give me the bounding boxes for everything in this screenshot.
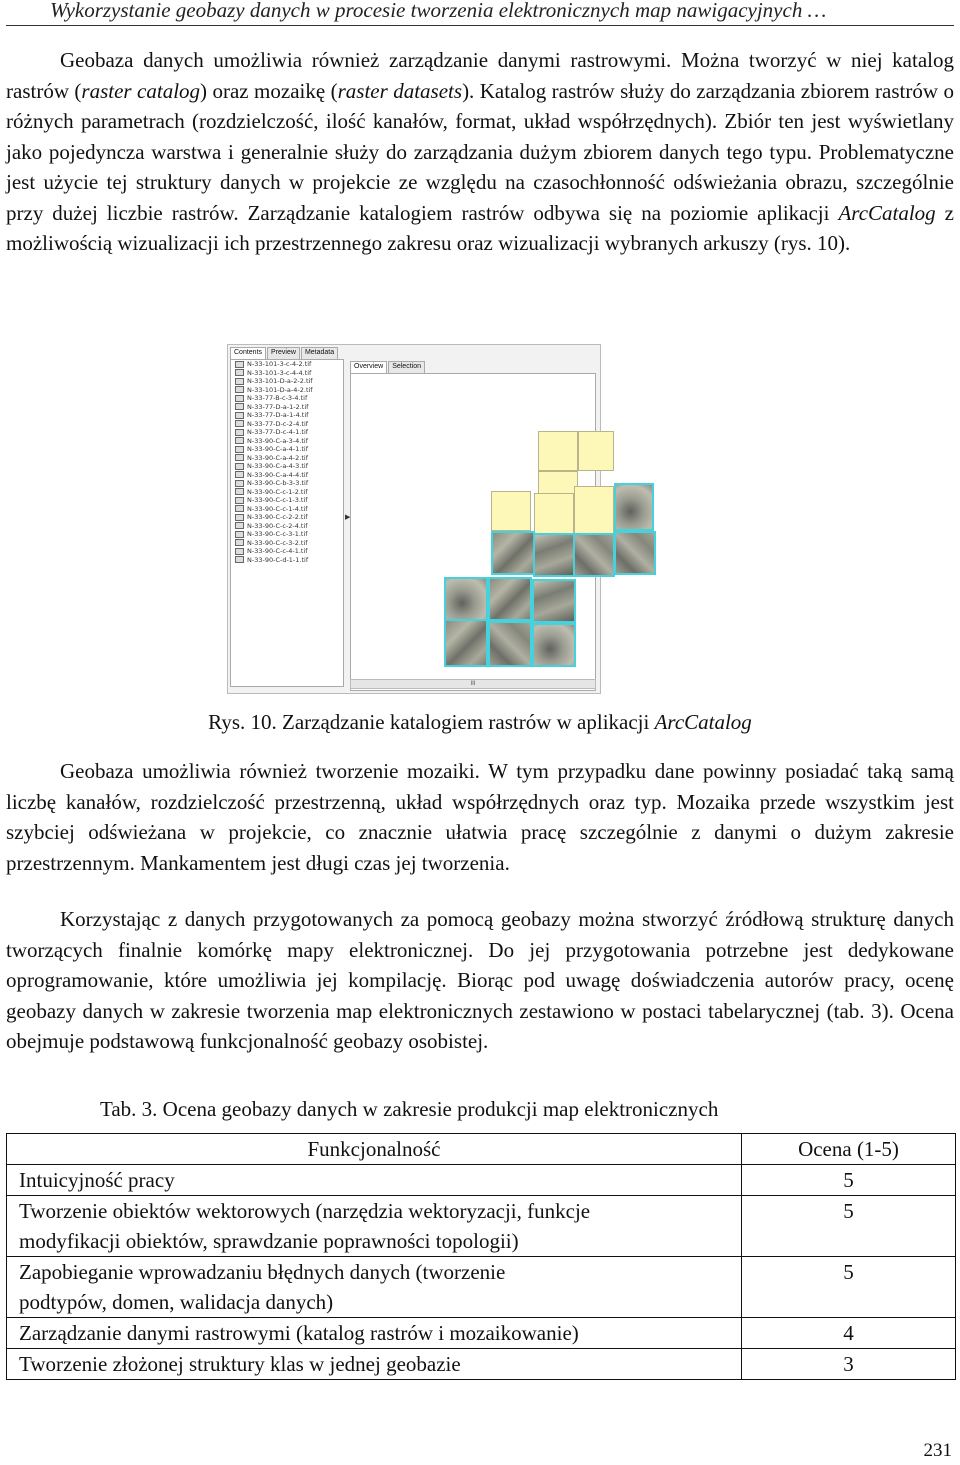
raster-file-item[interactable]: [231, 530, 343, 539]
raster-footprint: [538, 431, 578, 471]
raster-file-item[interactable]: [231, 505, 343, 514]
table-row: [7, 1257, 956, 1318]
row-function: Tworzenie złożonej struktury klas w jednej geobazie: [7, 1349, 742, 1380]
raster-file-icon: [235, 471, 244, 478]
raster-file-name: N-33-77-D-a-1-2.tif: [247, 402, 309, 411]
raster-file-item[interactable]: [231, 556, 343, 565]
raster-file-item[interactable]: [231, 445, 343, 454]
raster-file-icon: [235, 446, 244, 453]
tab-metadata[interactable]: Metadata: [301, 347, 338, 359]
header-rule: [6, 25, 954, 26]
raster-file-name: N-33-90-C-c-1-3.tif: [247, 496, 308, 504]
raster-file-name: N-33-101-D-a-4-2.tif: [247, 385, 313, 394]
raster-file-icon: [235, 480, 244, 487]
raster-file-item[interactable]: [231, 513, 343, 522]
row-score: 4: [742, 1318, 956, 1349]
raster-file-item[interactable]: [231, 403, 343, 412]
evaluation-table: [6, 1133, 956, 1380]
raster-file-item[interactable]: [231, 377, 343, 386]
raster-file-name: N-33-101-3-c-4-2.tif: [247, 360, 312, 368]
raster-file-name: N-33-77-D-c-4-1.tif: [247, 428, 309, 436]
raster-file-name: N-33-90-C-d-1-1.tif: [247, 555, 309, 564]
raster-file-name: N-33-101-D-a-2-2.tif: [247, 377, 313, 385]
raster-file-name: N-33-90-C-c-4-1.tif: [247, 547, 308, 555]
raster-file-icon: [235, 369, 244, 376]
raster-file-icon: [235, 505, 244, 512]
page-number: 231: [923, 1440, 952, 1461]
raster-file-item[interactable]: [231, 369, 343, 378]
paragraph-evaluation: Korzystając z danych przygotowanych za pomocą geobazy można stworzyć źródłową strukturę danych tworzących finalnie komórkę mapy elektronicznej. Do jej przygotowania potrzebne jest dedykowane oprogramowanie, które umożliwia jej kompilację. Biorąc pod uwagę doświadczenia autorów pracy, ocenę geobazy danych w zakresie tworzenia map elektronicznych zestawiono w postaci tabelarycznej (tab. 3). Ocena obejmuje podstawową funkcjonalność geobazy osobistej.: [6, 907, 954, 1053]
raster-file-icon: [235, 522, 244, 529]
raster-file-name: N-33-90-C-c-1-4.tif: [247, 504, 308, 513]
raster-file-name: N-33-90-C-b-3-3.tif: [247, 479, 309, 487]
raster-file-name: N-33-77-B-c-3-4.tif: [247, 394, 308, 402]
raster-file-icon: [235, 463, 244, 470]
table-title: Tab. 3. Ocena geobazy danych w zakresie produkcji map elektronicznych: [100, 1097, 719, 1121]
tab-selection[interactable]: Selection: [388, 361, 425, 373]
preview-pane: [348, 359, 596, 689]
raster-image-tile: [444, 577, 488, 621]
raster-file-icon: [235, 429, 244, 436]
raster-footprint: [491, 491, 531, 531]
row-function: Zarządzanie danymi rastrowymi (katalog rastrów i mozaikowanie): [7, 1318, 742, 1349]
raster-file-name: N-33-90-C-c-3-2.tif: [247, 538, 308, 547]
raster-file-item[interactable]: [231, 496, 343, 505]
raster-image-tile: [532, 623, 576, 667]
raster-file-name: N-33-90-C-a-3-4.tif: [247, 436, 308, 445]
raster-file-item[interactable]: [231, 437, 343, 446]
raster-file-icon: [235, 378, 244, 385]
splitter-arrow-icon[interactable]: ▶: [345, 514, 351, 521]
raster-file-name: N-33-90-C-c-3-1.tif: [247, 530, 308, 538]
raster-file-item[interactable]: [231, 394, 343, 403]
row-function: Tworzenie obiektów wektorowych (narzędzia wektoryzacji, funkcje modyfikacji obiektów, sprawdzanie poprawności topologii): [7, 1196, 742, 1257]
raster-file-icon: [235, 497, 244, 504]
tab-preview[interactable]: Preview: [267, 347, 300, 359]
raster-image-tile: [532, 579, 576, 623]
row-score: 5: [742, 1165, 956, 1196]
raster-file-icon: [235, 488, 244, 495]
raster-image-tile: [488, 621, 532, 667]
raster-image-tile: [488, 577, 532, 621]
raster-file-item[interactable]: [231, 539, 343, 548]
raster-file-name: N-33-101-3-c-4-4.tif: [247, 368, 312, 377]
raster-file-name: N-33-90-C-a-4-1.tif: [247, 445, 308, 453]
raster-file-name: N-33-90-C-a-4-4.tif: [247, 470, 308, 479]
table-row: [7, 1318, 956, 1349]
raster-file-item[interactable]: [231, 488, 343, 497]
raster-file-icon: [235, 386, 244, 393]
table-row: [7, 1196, 956, 1257]
table-row: [7, 1349, 956, 1380]
raster-file-item[interactable]: [231, 462, 343, 471]
raster-footprint: [534, 493, 574, 535]
raster-file-item[interactable]: [231, 479, 343, 488]
raster-image-tile: [614, 531, 656, 575]
raster-file-name: N-33-90-C-c-1-2.tif: [247, 487, 308, 496]
raster-file-name: N-33-90-C-c-2-2.tif: [247, 513, 308, 521]
raster-file-icon: [235, 548, 244, 555]
running-header: Wykorzystanie geobazy danych w procesie tworzenia elektronicznych map nawigacyjnych …: [50, 0, 827, 22]
paragraph-mosaic: Geobaza umożliwia również tworzenie mozaiki. W tym przypadku dane powinny posiadać taką samą liczbę kanałów, rozdzielczość przestrzenną, układ współrzędnych oraz typ. Mozaika przede wszystkim jest szybciej odświeżana w projekcie, co znacznie ułatwia pracę szczególnie z danymi o dużym zakresie przestrzennym. Mankamentem jest długi czas jej tworzenia.: [6, 759, 954, 875]
raster-image-tile: [533, 533, 575, 577]
raster-file-icon: [235, 514, 244, 521]
paragraph-raster-catalog: Geobaza danych umożliwia również zarządzanie danymi rastrowymi. Można tworzyć w niej katalog rastrów (raster catalog) oraz mozaikę (raster datasets). Katalog rastrów służy do zarządzania zbiorem rastrów o różnych parametrach (rozdzielczość, ilość kanałów, format, układ współrzędnych). Zbiór ten jest wyświetlany jako pojedyncza warstwa i generalnie służy do zarządzania dużym zbiorem danych tego typu. Problematyczne jest użycie tej struktury danych w projekcie ze względu na czasochłonność odświeżania obrazu, szczególnie przy dużej liczbie rastrów. Zarządzanie katalogiem rastrów odbywa się na poziomie aplikacji ArcCatalog z możliwością wizualizacji ich przestrzennego zakresu oraz wizualizacji wybranych arkuszy (rys. 10).: [6, 48, 954, 255]
raster-file-icon: [235, 437, 244, 444]
raster-footprint: [578, 431, 614, 471]
raster-file-icon: [235, 556, 244, 563]
arccatalog-screenshot: [227, 344, 601, 694]
raster-file-item[interactable]: [231, 471, 343, 480]
row-function: Zapobieganie wprowadzaniu błędnych danych (tworzenie podtypów, domen, walidacja danych): [7, 1257, 742, 1318]
horizontal-scrollbar[interactable]: III: [350, 679, 596, 689]
raster-file-item[interactable]: [231, 522, 343, 531]
raster-footprint-canvas[interactable]: [350, 373, 596, 691]
raster-file-icon: [235, 531, 244, 538]
raster-file-name: N-33-90-C-c-2-4.tif: [247, 521, 308, 530]
raster-file-item[interactable]: [231, 360, 343, 369]
catalog-tabs: [230, 347, 339, 359]
header-score: Ocena (1-5): [742, 1134, 956, 1165]
raster-image-tile: [491, 531, 535, 575]
raster-file-name: N-33-90-C-a-4-3.tif: [247, 462, 308, 470]
raster-file-item[interactable]: [231, 454, 343, 463]
raster-file-item[interactable]: [231, 428, 343, 437]
raster-file-list[interactable]: [230, 359, 344, 687]
tab-overview[interactable]: Overview: [350, 361, 387, 373]
raster-file-icon: [235, 539, 244, 546]
raster-file-icon: [235, 395, 244, 402]
raster-file-icon: [235, 412, 244, 419]
raster-file-item[interactable]: [231, 386, 343, 395]
row-score: 5: [742, 1257, 956, 1318]
raster-image-tile: [614, 483, 654, 531]
raster-file-icon: [235, 420, 244, 427]
header-functionality: Funkcjonalność: [7, 1134, 742, 1165]
preview-tabs: [350, 361, 426, 373]
raster-file-name: N-33-77-D-a-1-4.tif: [247, 411, 309, 419]
raster-file-name: N-33-77-D-c-2-4.tif: [247, 419, 309, 428]
raster-image-tile: [444, 619, 488, 667]
row-score: 5: [742, 1196, 956, 1257]
raster-footprint: [574, 486, 614, 534]
raster-file-item[interactable]: [231, 420, 343, 429]
raster-image-tile: [573, 533, 615, 577]
table-row: [7, 1165, 956, 1196]
table-header-row: [7, 1134, 956, 1165]
figure-caption: Rys. 10. Zarządzanie katalogiem rastrów w aplikacji ArcCatalog: [208, 710, 752, 734]
raster-file-item[interactable]: [231, 411, 343, 420]
raster-file-item[interactable]: [231, 547, 343, 556]
tab-contents[interactable]: Contents: [230, 347, 266, 359]
row-score: 3: [742, 1349, 956, 1380]
raster-file-icon: [235, 403, 244, 410]
raster-file-icon: [235, 454, 244, 461]
row-function: Intuicyjność pracy: [7, 1165, 742, 1196]
raster-file-icon: [235, 361, 244, 368]
raster-file-name: N-33-90-C-a-4-2.tif: [247, 453, 308, 462]
